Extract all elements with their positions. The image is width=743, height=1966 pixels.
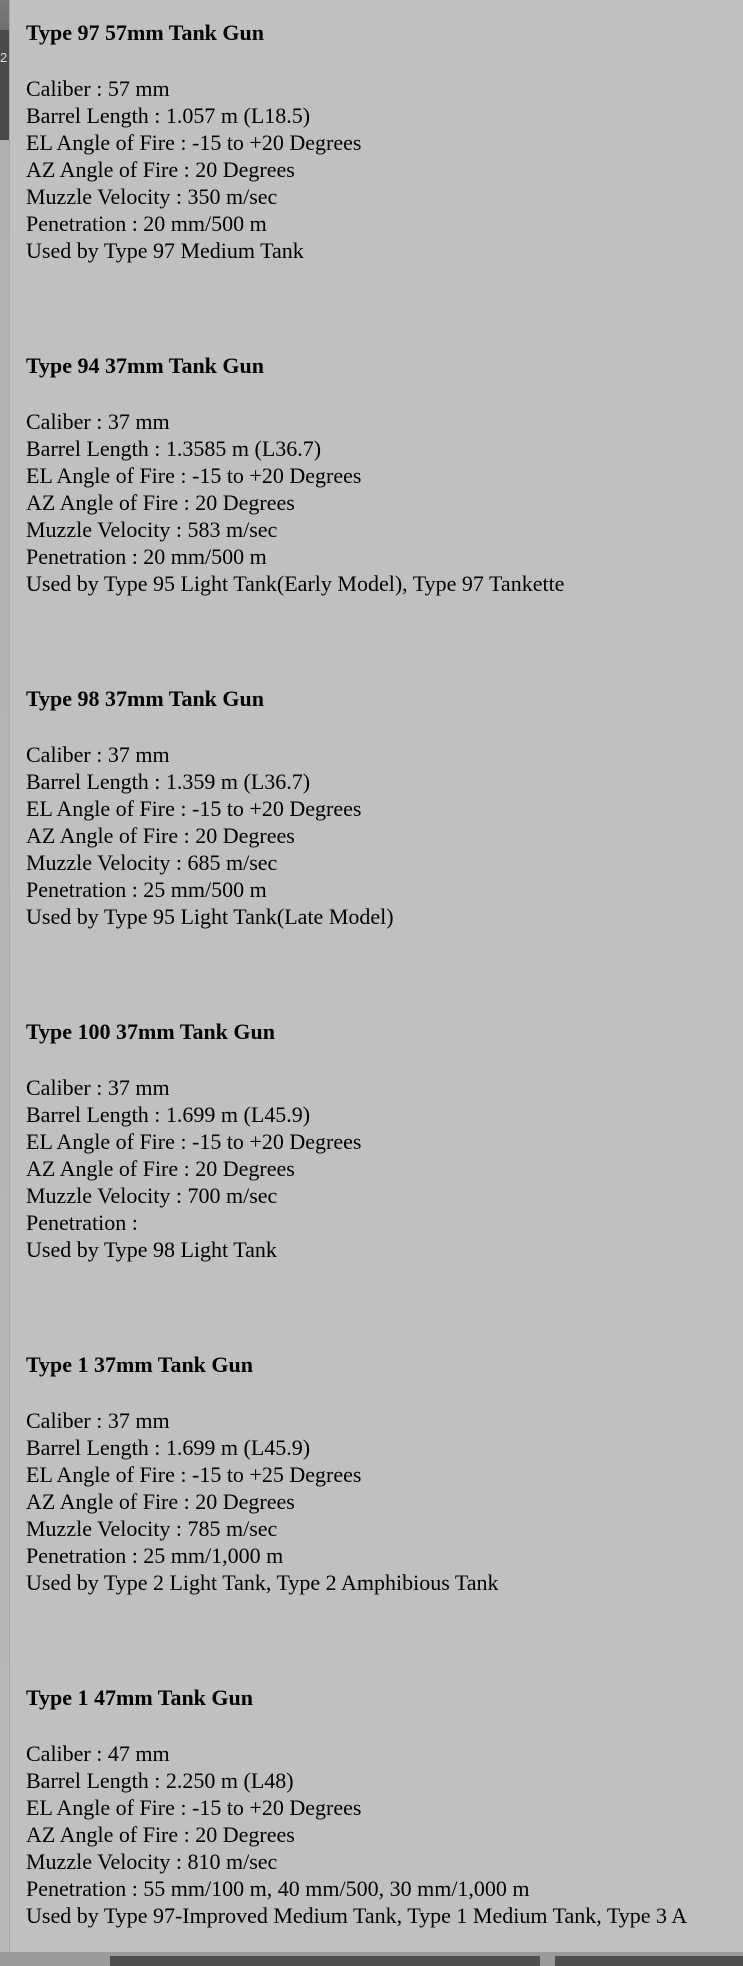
gun-caliber: Caliber : 37 mm (26, 1408, 170, 1433)
gun-penetration: Penetration : 20 mm/500 m (26, 544, 267, 569)
gun-muzzle-velocity: Muzzle Velocity : 810 m/sec (26, 1849, 278, 1874)
gun-az-angle: AZ Angle of Fire : 20 Degrees (26, 490, 295, 515)
gun-barrel-length: Barrel Length : 1.699 m (L45.9) (26, 1435, 311, 1460)
gun-barrel-length: Barrel Length : 1.699 m (L45.9) (26, 1102, 311, 1127)
gun-penetration: Penetration : 20 mm/500 m (26, 211, 267, 236)
gun-caliber: Caliber : 37 mm (26, 1075, 170, 1100)
gun-used-by: Used by Type 97-Improved Medium Tank, Type 1 Medium Tank, Type 3 A (26, 1903, 688, 1928)
gun-muzzle-velocity: Muzzle Velocity : 583 m/sec (26, 517, 278, 542)
gun-az-angle: AZ Angle of Fire : 20 Degrees (26, 1822, 295, 1847)
gun-az-angle: AZ Angle of Fire : 20 Degrees (26, 823, 295, 848)
gun-penetration: Penetration : 55 mm/100 m, 40 mm/500, 30 mm/1,000 m (26, 1876, 530, 1901)
gun-barrel-length: Barrel Length : 1.057 m (L18.5) (26, 103, 311, 128)
gun-el-angle: EL Angle of Fire : -15 to +20 Degrees (26, 796, 362, 821)
gun-used-by: Used by Type 2 Light Tank, Type 2 Amphibious Tank (26, 1570, 499, 1595)
gun-penetration: Penetration : (26, 1210, 138, 1235)
gun-muzzle-velocity: Muzzle Velocity : 685 m/sec (26, 850, 278, 875)
gun-el-angle: EL Angle of Fire : -15 to +20 Degrees (26, 1129, 362, 1154)
gun-title: Type 94 37mm Tank Gun (26, 353, 265, 378)
gun-caliber: Caliber : 57 mm (26, 76, 170, 101)
gun-caliber: Caliber : 37 mm (26, 409, 170, 434)
gun-entry (26, 686, 743, 1019)
background-bar-segment (555, 1956, 743, 1966)
gun-el-angle: EL Angle of Fire : -15 to +20 Degrees (26, 1795, 362, 1820)
gun-el-angle: EL Angle of Fire : -15 to +20 Degrees (26, 463, 362, 488)
background-bottom-edge (0, 1952, 743, 1966)
gun-used-by: Used by Type 97 Medium Tank (26, 238, 304, 263)
gun-caliber: Caliber : 47 mm (26, 1741, 170, 1766)
gun-entry (26, 1352, 743, 1685)
gun-title: Type 100 37mm Tank Gun (26, 1019, 276, 1044)
gun-az-angle: AZ Angle of Fire : 20 Degrees (26, 157, 295, 182)
background-bar-segment (110, 1956, 540, 1966)
background-image-fragment (0, 30, 9, 140)
background-page-strip (0, 0, 9, 1966)
gun-barrel-length: Barrel Length : 1.3585 m (L36.7) (26, 436, 322, 461)
gun-caliber: Caliber : 37 mm (26, 742, 170, 767)
gun-muzzle-velocity: Muzzle Velocity : 785 m/sec (26, 1516, 278, 1541)
gun-penetration: Penetration : 25 mm/500 m (26, 877, 267, 902)
gun-title: Type 1 37mm Tank Gun (26, 1352, 254, 1377)
gun-barrel-length: Barrel Length : 1.359 m (L36.7) (26, 769, 311, 794)
gun-used-by: Used by Type 95 Light Tank(Late Model) (26, 904, 394, 929)
gun-az-angle: AZ Angle of Fire : 20 Degrees (26, 1156, 295, 1181)
gun-muzzle-velocity: Muzzle Velocity : 700 m/sec (26, 1183, 278, 1208)
gun-entry (26, 1019, 743, 1352)
gun-az-angle: AZ Angle of Fire : 20 Degrees (26, 1489, 295, 1514)
background-page-number: 2 (0, 50, 8, 65)
gun-el-angle: EL Angle of Fire : -15 to +25 Degrees (26, 1462, 362, 1487)
gun-entry (26, 353, 743, 686)
gun-title: Type 98 37mm Tank Gun (26, 686, 265, 711)
gun-used-by: Used by Type 95 Light Tank(Early Model), Type 97 Tankette (26, 571, 565, 596)
gun-title: Type 97 57mm Tank Gun (26, 20, 265, 45)
gun-barrel-length: Barrel Length : 2.250 m (L48) (26, 1768, 294, 1793)
gun-muzzle-velocity: Muzzle Velocity : 350 m/sec (26, 184, 278, 209)
specs-content (10, 0, 743, 1952)
gun-entry (26, 20, 743, 353)
gun-penetration: Penetration : 25 mm/1,000 m (26, 1543, 284, 1568)
gun-el-angle: EL Angle of Fire : -15 to +20 Degrees (26, 130, 362, 155)
gun-title: Type 1 47mm Tank Gun (26, 1685, 254, 1710)
gun-used-by: Used by Type 98 Light Tank (26, 1237, 277, 1262)
gun-entry (26, 1685, 743, 1952)
tank-gun-specs-panel[interactable] (9, 0, 743, 1952)
